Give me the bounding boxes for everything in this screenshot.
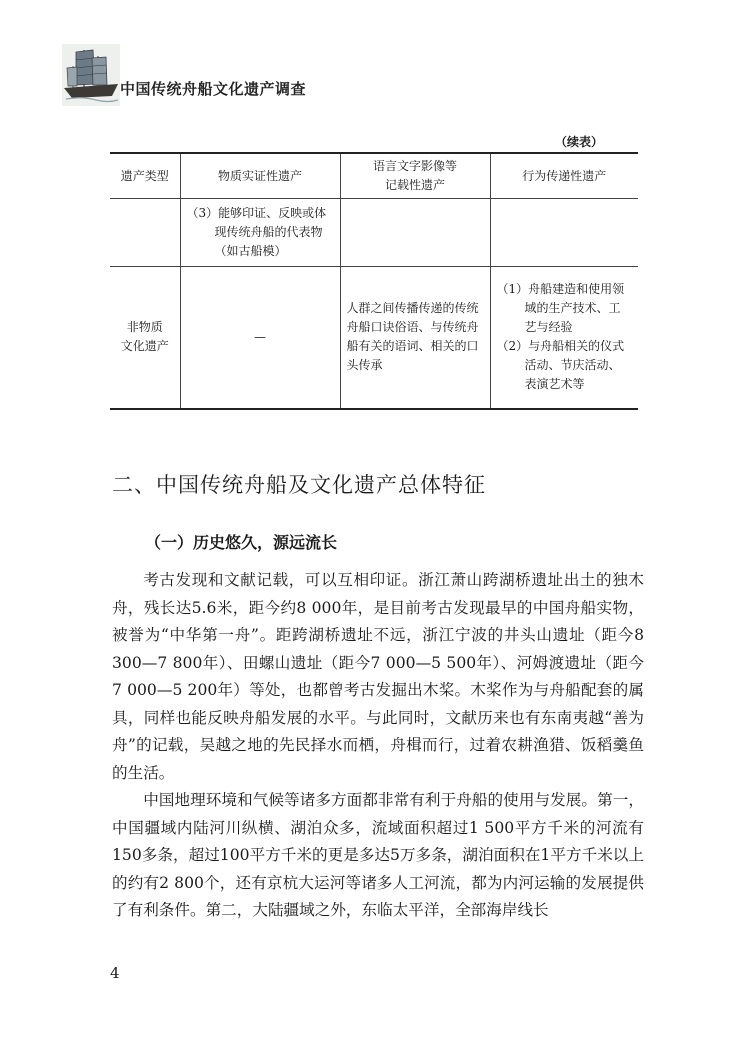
paragraph: 考古发现和文献记载，可以互相印证。浙江萧山跨湖桥遗址出土的独木舟，残长达5.6米，距今约8 000年，是目前考古发现最早的中国舟船实物，被誉为“中华第一舟”。距跨湖桥遗址不远，浙江宁波的井头山遗址（距今8 300—7 800年）、田螺山遗址（距今7 000—5 500年）、河姆渡遗址（距今7 000—5 200年）等处，也都曾考古发掘出木桨。木桨作为与舟船配套的属具，同样也能反映舟船发展的水平。与此同时，文献历来也有东南夷越“善为舟”的记载，吴越之地的先民择水而栖，舟楫而行，过着农耕渔猎、饭稻羹鱼的生活。: [112, 571, 644, 782]
running-header: [62, 44, 702, 110]
book-title: 中国传统舟船文化遗产调查: [120, 80, 307, 98]
paragraph: 中国地理环境和气候等诸多方面都非常有利于舟船的使用与发展。第一，中国疆域内陆河川纵横、湖泊众多，流域面积超过1 500平方千米的河流有150多条，超过100平方千米的更是多达5万多条，湖泊面积在1平方千米以上的约有2 800个，还有京杭大运河等诸多人工河流，都为内河运输的发展提供了有利条件。第二，大陆疆域之外，东临太平洋，全部海岸线长: [112, 791, 644, 919]
list-item: （1）舟船建造和使用领域的生产技术、工艺与经验: [496, 282, 625, 335]
behavioral-heritage-cell: [490, 199, 638, 267]
subsection-heading: （一）历史悠久，源远流长: [145, 533, 338, 552]
page-number: 4: [110, 964, 120, 982]
heritage-type-cell: 非物质 文化遗产: [110, 267, 180, 409]
body-text: [112, 567, 644, 925]
material-heritage-cell: [180, 199, 340, 267]
heritage-type-cell: [110, 199, 180, 267]
list-item: （3）能够印证、反映或体现传统舟船的代表物（如古船模）: [186, 206, 327, 258]
textual-heritage-cell: [340, 199, 490, 267]
table-row: [110, 199, 638, 267]
continued-label: （续表）: [555, 135, 604, 149]
section-heading: 二、中国传统舟船及文化遗产总体特征: [112, 473, 486, 497]
table-header-row: [110, 153, 638, 199]
column-header: 语言文字影像等 记载性遗产: [340, 153, 490, 199]
behavioral-heritage-cell: [490, 267, 638, 409]
column-header: 物质实证性遗产: [180, 153, 340, 199]
textual-heritage-cell: 人群之间传播传递的传统舟船口诀俗语、与传统舟船有关的语词、相关的口头传承: [340, 267, 490, 409]
table-row: [110, 267, 638, 409]
list-item: （2）与舟船相关的仪式活动、节庆活动、表演艺术等: [496, 339, 625, 392]
column-header: 遗产类型: [110, 153, 180, 199]
material-heritage-cell: —: [180, 267, 340, 409]
junk-ship-icon: [62, 44, 120, 106]
heritage-table: [110, 152, 638, 410]
column-header: 行为传递性遗产: [490, 153, 638, 199]
